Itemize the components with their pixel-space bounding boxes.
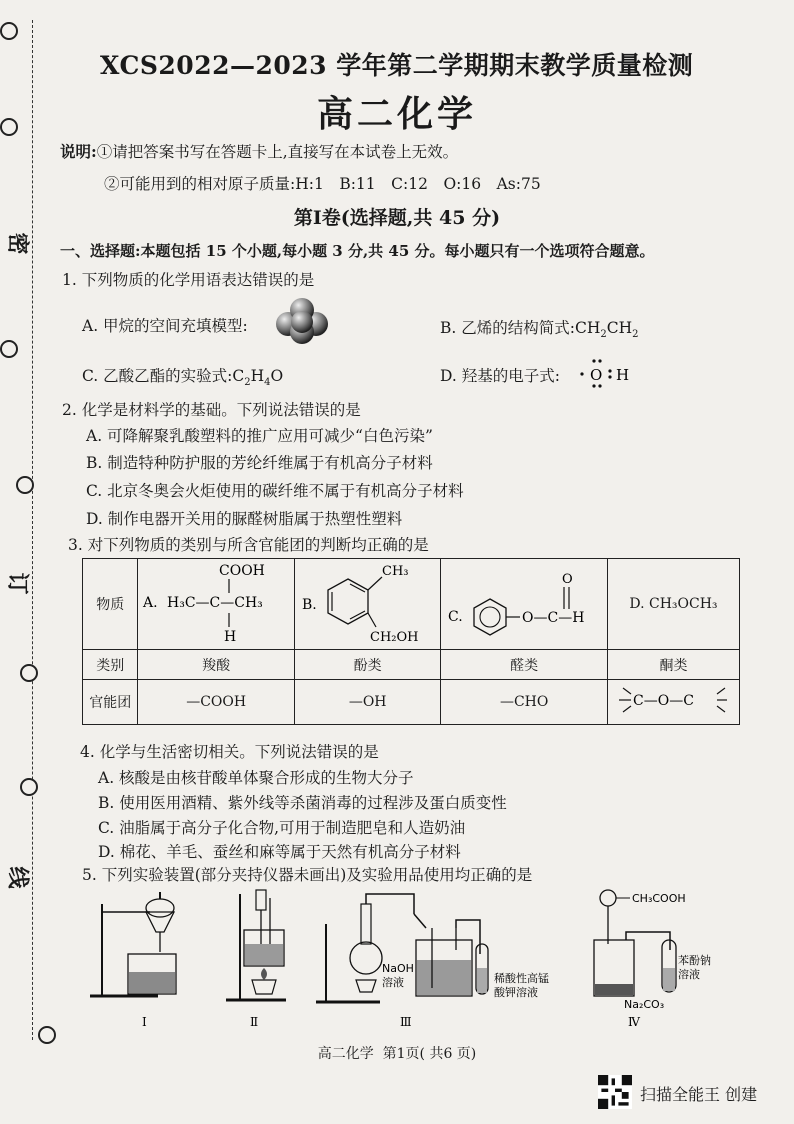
q3-b-label: B. [301, 597, 317, 613]
q1-d-oxygen: O [590, 366, 603, 384]
q3-cell-d: D. CH₃OCH₃ [607, 559, 739, 650]
binding-hole [20, 664, 38, 682]
sodium-carbonate-label: Na₂CO₃ [624, 998, 665, 1011]
q4-option-b: B. 使用医用酒精、紫外线等杀菌消毒的过程涉及蛋白质变性 [98, 794, 507, 812]
q1-d-text: D. 羟基的电子式: [440, 367, 560, 385]
binding-char-mi: 密 [4, 232, 31, 255]
q1-c-text: O [270, 367, 284, 385]
phenolate-label-2: 溶液 [678, 968, 700, 981]
apparatus-label-4: Ⅳ [628, 1015, 640, 1029]
q3-row-label: 官能团 [83, 680, 138, 725]
q1-option-a: A. 甲烷的空间充填模型: [82, 317, 248, 335]
footer-subject: 高二化学 [317, 1046, 374, 1062]
footer-page-number: 第1页( 共6 页) [382, 1046, 477, 1062]
binding-hole [0, 22, 18, 40]
q3-c-chain: O—C—H [522, 610, 585, 626]
scanner-watermark: 扫描全能王 创建 [640, 1085, 758, 1104]
q1-b-sub: 2 [600, 329, 607, 341]
q3-category-a: 羧酸 [138, 650, 295, 680]
section-title: 第Ⅰ卷(选择题,共 45 分) [293, 207, 501, 229]
naoh-solution-label: 溶液 [382, 976, 404, 989]
page-footer [0, 1043, 794, 1063]
q3-cell-b [294, 559, 441, 650]
binding-hole [0, 340, 18, 358]
binding-char-xian: 线 [4, 866, 31, 889]
q2-option-d: D. 制作电器开关用的脲醛树脂属于热塑性塑料 [86, 510, 403, 528]
q3-b-structure [298, 559, 438, 645]
q3-row-label: 物质 [83, 559, 138, 650]
q1-option-d [440, 364, 560, 386]
q3-b-ch3: CH₃ [381, 564, 409, 579]
qr-code-icon [598, 1075, 632, 1109]
q1-b-text: B. 乙烯的结构简式:CH [440, 319, 601, 337]
q2-option-b: B. 制造特种防护服的芳纶纤维属于有机高分子材料 [86, 454, 433, 472]
q3-c-structure [444, 559, 604, 645]
q1-c-sub: 2 [244, 377, 251, 389]
methane-model-icon [274, 296, 330, 346]
phenolate-label-1: 苯酚钠 [678, 954, 711, 967]
q3-d-group-text: C—O—C [633, 693, 695, 709]
q2-option-a: A. 可降解聚乳酸塑料的推广应用可减少“白色污染” [86, 427, 433, 445]
acetic-acid-label: CH₃COOH [632, 892, 686, 905]
q1-option-b [440, 316, 639, 340]
q3-row-substance [83, 559, 740, 650]
q3-a-h: H [224, 629, 237, 645]
apparatus-1 [90, 892, 176, 1029]
apparatus-4 [594, 890, 711, 1029]
q1-b-sub: 2 [632, 329, 639, 341]
naoh-label: NaOH [382, 962, 414, 975]
apparatus-3 [316, 894, 549, 1029]
q1-b-text: CH [606, 319, 633, 337]
kmno4-label-1: 稀酸性高锰 [494, 972, 549, 985]
q3-category-b: 酚类 [294, 650, 441, 680]
apparatus-label-1: Ⅰ [142, 1015, 147, 1029]
q3-group-a: —COOH [138, 680, 295, 725]
apparatus-2 [226, 890, 286, 1029]
q4-option-c: C. 油脂属于高分子化合物,可用于制造肥皂和人造奶油 [98, 819, 466, 837]
q4-option-d: D. 棉花、羊毛、蚕丝和麻等属于天然有机高分子材料 [98, 843, 461, 861]
binding-hole [38, 1026, 56, 1044]
q5-apparatus-figure [80, 884, 760, 1034]
note-2: ②可能用到的相对原子质量:H:1 B:11 C:12 O:16 As:75 [104, 175, 541, 193]
q3-a-main: H₃C—C—CH₃ [167, 595, 263, 611]
kmno4-label-2: 酸钾溶液 [494, 986, 538, 999]
q3-row-label: 类别 [83, 650, 138, 680]
note-1: ①请把答案书写在答题卡上,直接写在本试卷上无效。 [96, 143, 459, 161]
q2-option-c: C. 北京冬奥会火炬使用的碳纤维不属于有机高分子材料 [86, 482, 464, 500]
q2-stem: 2. 化学是材料学的基础。下列说法错误的是 [62, 401, 361, 419]
q1-d-hydrogen: H [616, 366, 630, 384]
binding-hole [16, 476, 34, 494]
q4-option-a: A. 核酸是由核苷酸单体聚合形成的生物大分子 [98, 769, 414, 787]
q1-c-text: H [250, 367, 265, 385]
notes-line-1 [60, 140, 458, 162]
q3-group-c: —CHO [441, 680, 608, 725]
q3-category-c: 醛类 [441, 650, 608, 680]
q3-cell-c [441, 559, 608, 650]
q1-option-c [82, 364, 283, 388]
subject-title: 高二化学 [316, 93, 477, 135]
q3-a-label: A. [143, 595, 158, 611]
q3-c-label: C. [448, 609, 463, 625]
q3-b-ch2oh: CH₂OH [369, 630, 419, 645]
binding-margin [0, 0, 60, 1124]
q3-stem: 3. 对下列物质的类别与所含官能团的判断均正确的是 [68, 536, 429, 554]
exam-title: XCS2022—2023 学年第二学期期末教学质量检测 [100, 51, 694, 80]
notes-label: 说明: [60, 142, 97, 161]
q3-row-group [83, 680, 740, 725]
q1-c-text: C. 乙酸乙酯的实验式:C [82, 367, 245, 385]
hydroxyl-electron-formula [578, 358, 638, 388]
q5-stem: 5. 下列实验装置(部分夹持仪器未画出)及实验用品使用均正确的是 [82, 866, 533, 884]
q3-d-ether-group [613, 680, 733, 720]
q3-cell-a [138, 559, 295, 650]
q3-a-cooh: COOH [219, 563, 266, 579]
instruction: 一、选择题:本题包括 15 个小题,每小题 3 分,共 45 分。每小题只有一个选项符合题意。 [60, 242, 655, 260]
q1-c-sub: 4 [264, 377, 271, 389]
q1-stem: 1. 下列物质的化学用语表达错误的是 [62, 271, 315, 289]
binding-hole [20, 778, 38, 796]
apparatus-label-2: Ⅱ [250, 1015, 259, 1029]
q3-group-b: —OH [294, 680, 441, 725]
q3-group-d [607, 680, 739, 725]
q3-table [82, 558, 740, 725]
q3-row-category [83, 650, 740, 680]
q3-c-o-top: O [562, 572, 573, 587]
q3-a-structure [141, 559, 291, 645]
q4-stem: 4. 化学与生活密切相关。下列说法错误的是 [80, 743, 379, 761]
binding-char-ding: 订 [4, 572, 31, 595]
q3-category-d: 酮类 [607, 650, 739, 680]
apparatus-label-3: Ⅲ [400, 1015, 412, 1029]
